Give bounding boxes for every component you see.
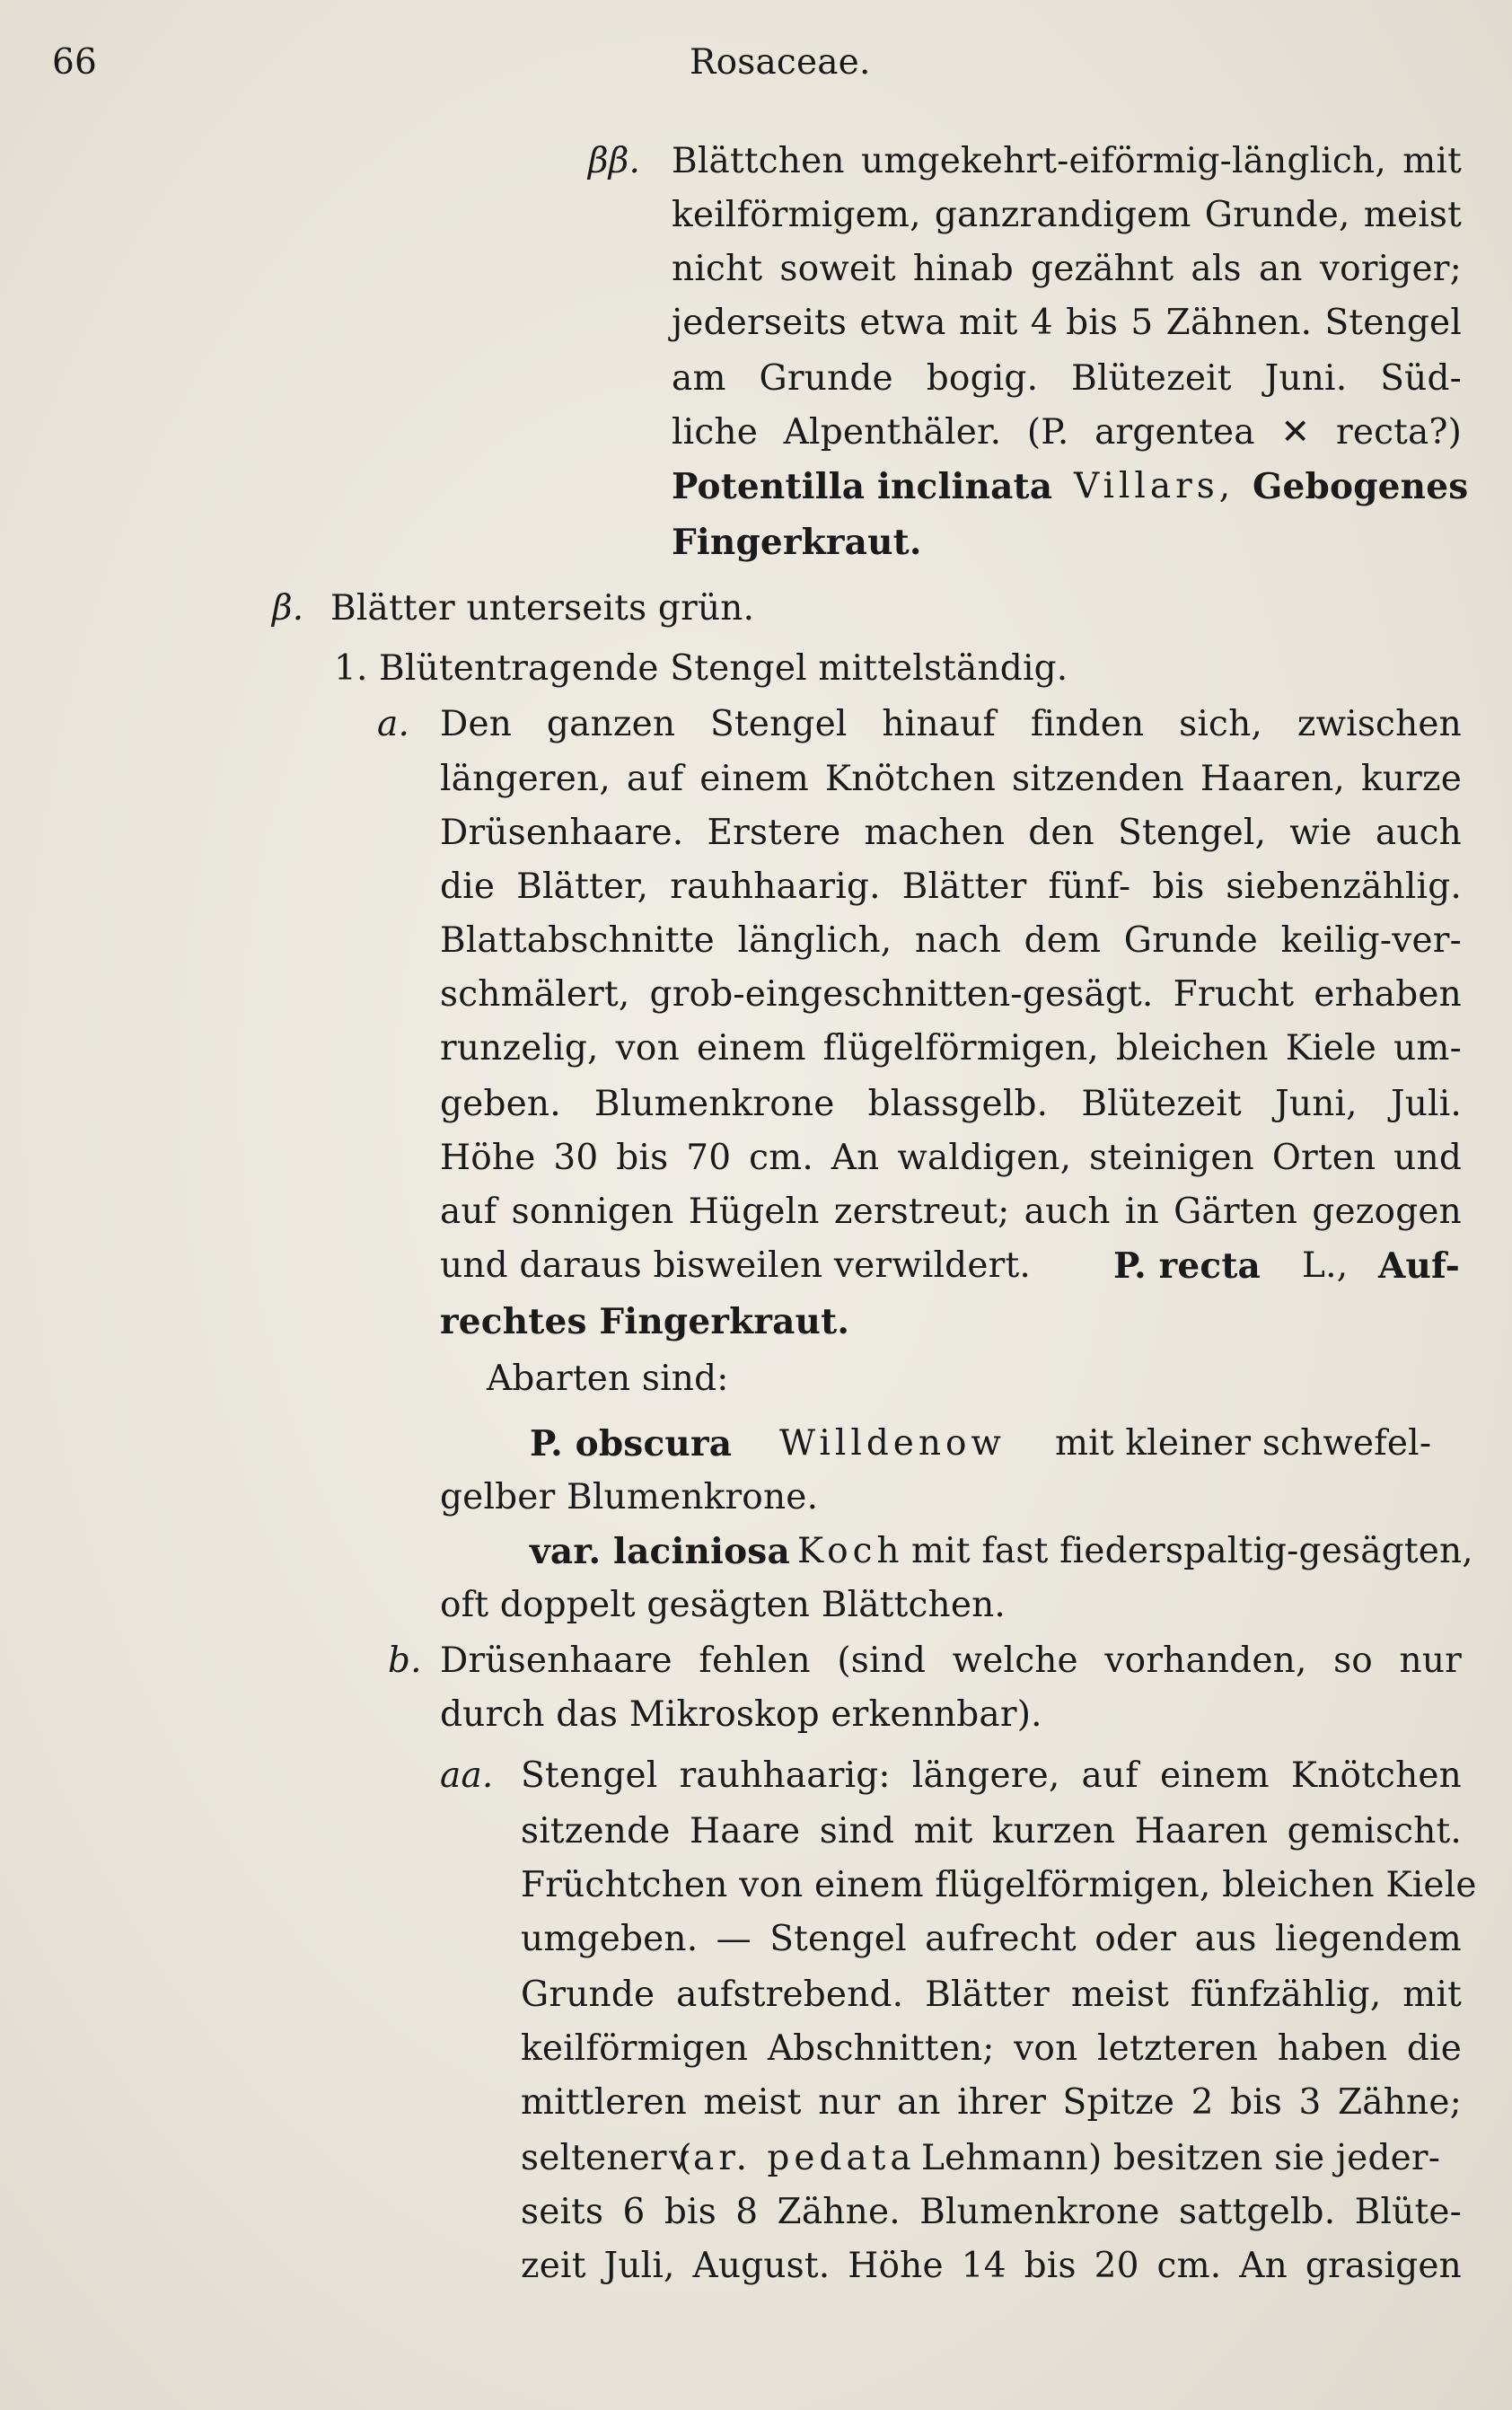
text-line	[0, 1749, 1512, 1803]
text-line	[0, 1352, 1512, 1406]
text-line	[0, 1634, 1512, 1688]
text-line	[0, 1131, 1512, 1185]
text-line	[0, 914, 1512, 968]
line-text: Blätter unterseits grün.	[330, 588, 755, 629]
line-text: mittleren meist nur an ihrer Spitze 2 bis 3 Zähne;	[521, 2082, 1462, 2123]
line-text: längeren, auf einem Knötchen sitzenden Haaren, kurze	[440, 759, 1462, 799]
line-text: umgeben. — Stengel aufrecht oder aus liegendem	[521, 1919, 1462, 1959]
text-line	[0, 406, 1512, 460]
text-line	[0, 2022, 1512, 2076]
line-text: oft doppelt gesägten Blättchen.	[440, 1585, 1007, 1625]
variety-name: var. pedata	[669, 2138, 916, 2178]
species-name: Potentilla inclinata	[672, 466, 1053, 507]
text-line	[0, 352, 1512, 406]
line-text: zeit Juli, August. Höhe 14 bis 20 cm. An grasigen	[521, 2246, 1462, 2286]
common-name: Auf-	[1378, 1245, 1460, 1287]
text-line	[0, 1688, 1512, 1742]
author-name: Willdenow	[779, 1423, 1006, 1464]
line-text: keilförmigem, ganzrandigem Grunde, meist	[672, 195, 1462, 235]
species-name-line	[0, 515, 1512, 569]
species-name-line	[0, 1417, 1512, 1471]
line-text: durch das Mikroskop erkennbar).	[440, 1694, 1042, 1735]
line-text: Höhe 30 bis 70 cm. An waldigen, steinigen Orten und	[440, 1138, 1462, 1178]
species-name-line	[0, 1525, 1512, 1579]
variety-name: var. laciniosa	[530, 1531, 790, 1572]
text-line	[0, 1471, 1512, 1525]
line-text: mit fast fiederspaltig-gesägten,	[911, 1531, 1473, 1571]
text-line	[0, 968, 1512, 1022]
line-text: schmälert, grob-eingeschnitten-gesägt. Frucht erhaben	[440, 974, 1462, 1015]
text-line	[0, 860, 1512, 914]
line-text: Lehmann) besitzen sie jeder-	[921, 2138, 1441, 2178]
line-text: Drüsenhaare. Erstere machen den Stengel, wie auch	[440, 813, 1462, 853]
text-line	[0, 698, 1512, 752]
line-text: keilförmigen Abschnitten; von letzteren haben die	[521, 2028, 1462, 2069]
species-name: P. recta	[1113, 1245, 1261, 1287]
line-text: Drüsenhaare fehlen (sind welche vorhanden, so nur	[440, 1640, 1462, 1681]
line-text: nicht soweit hinab gezähnt als an voriger;	[672, 249, 1462, 289]
item-marker: a.	[377, 704, 410, 744]
line-text: am Grunde bogig. Blütezeit Juni. Süd-	[672, 358, 1462, 399]
line-text: sitzende Haare sind mit kurzen Haaren gemischt.	[521, 1811, 1462, 1851]
text-line	[0, 135, 1512, 189]
text-line	[0, 1185, 1512, 1239]
text-line	[0, 752, 1512, 806]
text-line	[0, 242, 1512, 296]
text-line	[0, 1913, 1512, 1966]
text-line	[0, 582, 1512, 636]
line-text: seits 6 bis 8 Zähne. Blumenkrone sattgelb. Blüte-	[521, 2192, 1462, 2232]
line-text: Blättchen umgekehrt-eiförmig-länglich, mit	[672, 141, 1462, 181]
text-line	[0, 1022, 1512, 1076]
text-line	[0, 2239, 1512, 2293]
line-text: gelber Blumenkrone.	[440, 1477, 819, 1517]
author-name: Villars,	[1074, 466, 1235, 506]
line-text: Abarten sind:	[487, 1359, 729, 1399]
author-name: Koch	[797, 1531, 904, 1571]
text-line	[0, 2186, 1512, 2239]
text-line	[0, 1805, 1512, 1859]
text-line	[0, 189, 1512, 242]
line-text: seltener (	[521, 2138, 692, 2178]
text-line	[0, 1077, 1512, 1131]
line-text: runzelig, von einem flügelförmigen, bleichen Kiele um-	[440, 1028, 1462, 1069]
page-header	[0, 36, 1512, 90]
line-text: Blattabschnitte länglich, nach dem Grunde keilig-ver-	[440, 920, 1462, 961]
line-text: die Blätter, rauhhaarig. Blätter fünf- bis siebenzählig.	[440, 866, 1462, 907]
item-marker: b.	[388, 1640, 422, 1681]
line-text: geben. Blumenkrone blassgelb. Blütezeit Juni, Juli.	[440, 1084, 1462, 1124]
text-line	[0, 642, 1512, 696]
item-marker: β.	[272, 588, 304, 629]
line-text: auf sonnigen Hügeln zerstreut; auch in Gärten gezogen	[440, 1192, 1462, 1232]
text-line	[0, 2132, 1512, 2186]
species-name: P. obscura	[530, 1423, 733, 1464]
line-text: Früchtchen von einem flügelförmigen, bleichen Kiele	[521, 1865, 1477, 1905]
text-line	[0, 1859, 1512, 1913]
text-line	[0, 1968, 1512, 2022]
line-text: mit kleiner schwefel-	[1055, 1423, 1432, 1464]
line-text: Blütentragende Stengel mittelständig.	[379, 648, 1068, 689]
line-text: und daraus bisweilen verwildert.	[440, 1245, 1031, 1286]
item-marker: aa.	[440, 1755, 494, 1796]
line-text: Den ganzen Stengel hinauf finden sich, zwischen	[440, 704, 1462, 744]
author-name: L.,	[1302, 1245, 1349, 1286]
text-line	[0, 1579, 1512, 1632]
species-name-line	[0, 1295, 1512, 1349]
common-name: Fingerkraut.	[672, 522, 922, 563]
page-number: 66	[52, 42, 98, 83]
line-text: Grunde aufstrebend. Blätter meist fünfzählig, mit	[521, 1975, 1462, 2015]
line-text: liche Alpenthäler. (P. argentea ✕ recta?)	[672, 412, 1462, 453]
running-title: Rosaceae.	[690, 42, 871, 83]
item-marker: ββ.	[588, 141, 641, 181]
text-line	[0, 296, 1512, 350]
text-line	[0, 2076, 1512, 2130]
common-name: Gebogenes	[1253, 466, 1469, 507]
text-line	[0, 806, 1512, 860]
item-marker: 1.	[334, 648, 368, 689]
common-name: rechtes Fingerkraut.	[440, 1301, 850, 1342]
species-name-line	[0, 460, 1512, 514]
line-text: jederseits etwa mit 4 bis 5 Zähnen. Stengel	[672, 303, 1462, 343]
line-text: Stengel rauhhaarig: längere, auf einem Knötchen	[521, 1755, 1462, 1796]
species-name-line	[0, 1239, 1512, 1293]
